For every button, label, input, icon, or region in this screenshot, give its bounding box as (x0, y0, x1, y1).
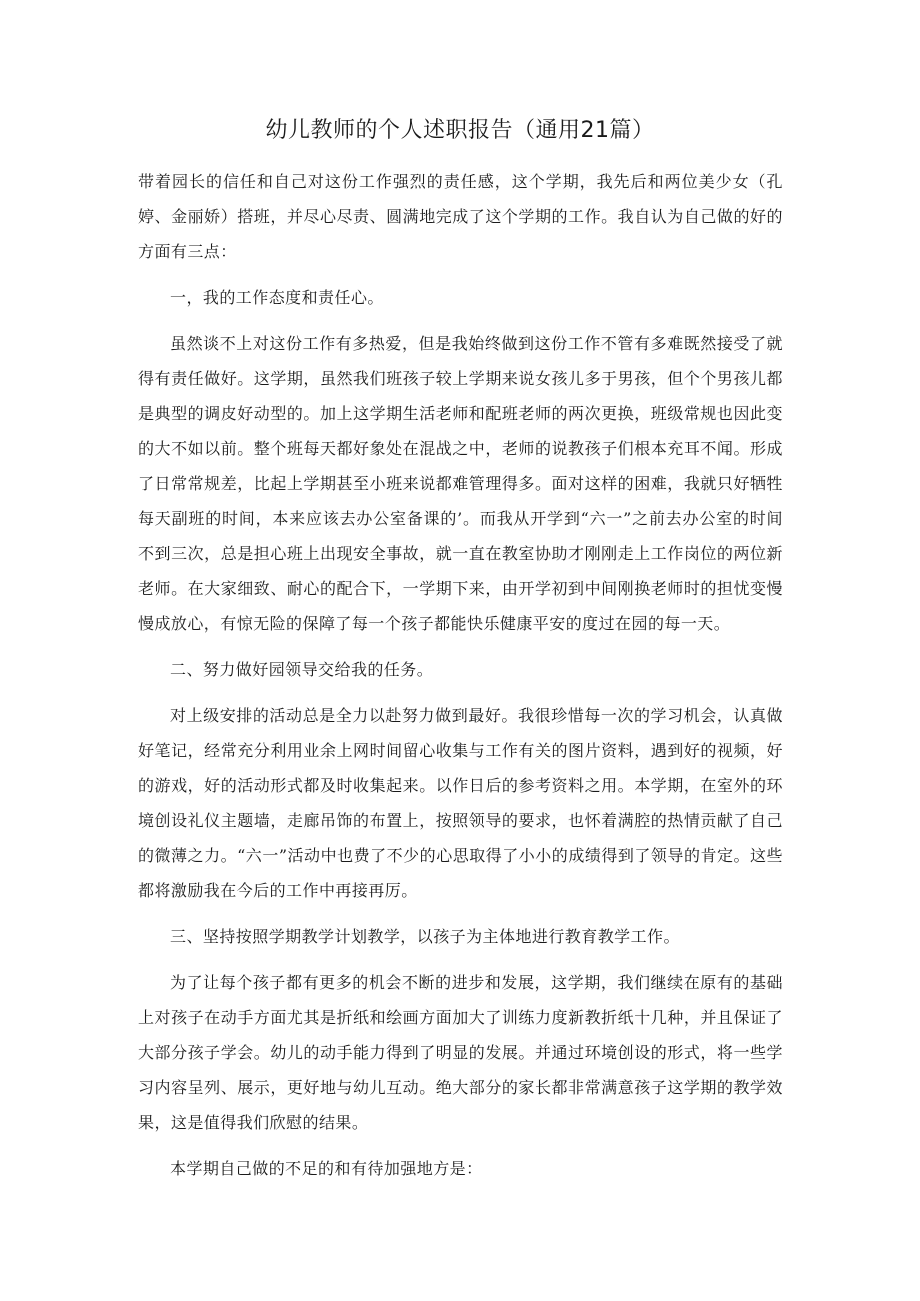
section-heading-2: 二、努力做好园领导交给我的任务。 (170, 660, 434, 679)
document-body (138, 164, 783, 1197)
document-title: 幼儿教师的个人述职报告（通用21篇） (265, 118, 655, 143)
intro-paragraph: 带着园长的信任和自己对这份工作强烈的责任感，这个学期，我先后和两位美少女（孔婷、金丽娇）搭班，并尽心尽责、圆满地完成了这个学期的工作。我自认为自己做的好的方面有三点： (138, 172, 783, 261)
section-heading-3: 三、坚持按照学期教学计划教学，以孩子为主体地进行教育教学工作。 (170, 927, 680, 946)
section-paragraph-2: 对上级安排的活动总是全力以赴努力做到最好。我很珍惜每一次的学习机会，认真做好笔记，经常充分利用业余上网时间留心收集与工作有关的图片资料，遇到好的视频，好的游戏，好的活动形式都及时收集起来。以作日后的参考资料之用。本学期，在室外的环境创设礼仪主题墙，走廊吊饰的布置上，按照领导的要求，也怀着满腔的热情贡献了自己的微薄之力。“六一”活动中也费了不少的心思取得了小小的成绩得到了领导的肯定。这些都将激励我在今后的工作中再接再厉。 (138, 706, 783, 900)
section-heading-1: 一，我的工作态度和责任心。 (170, 288, 384, 307)
shortcomings-heading: 本学期自己做的不足的和有待加强地方是： (170, 1159, 483, 1178)
section-paragraph-3: 为了让每个孩子都有更多的机会不断的进步和发展，这学期，我们继续在原有的基础上对孩子在动手方面尤其是折纸和绘画方面加大了训练力度新教折纸十几种，并且保证了大部分孩子学会。幼儿的动手能力得到了明显的发展。并通过环境创设的形式，将一些学习内容呈列、展示，更好地与幼儿互动。绝大部分的家长都非常满意孩子这学期的教学效果，这是值得我们欣慰的结果。 (138, 973, 783, 1132)
section-paragraph-1: 虽然谈不上对这份工作有多热爱，但是我始终做到这份工作不管有多难既然接受了就得有责任做好。这学期，虽然我们班孩子较上学期来说女孩儿多于男孩，但个个男孩儿都是典型的调皮好动型的。加上这学期生活老师和配班老师的两次更换，班级常规也因此变的大不如以前。整个班每天都好象处在混战之中，老师的说教孩子们根本充耳不闻。形成了日常常规差，比起上学期甚至小班来说都难管理得多。面对这样的困难，我就只好牺牲每天副班的时间，本来应该去办公室备课的’。而我从开学到“六一”之前去办公室的时间不到三次，总是担心班上出现安全事故，就一直在教室协助才刚刚走上工作岗位的两位新老师。在大家细致、耐心的配合下，一学期下来，由开学初到中间刚换老师时的担忧变慢慢成放心，有惊无险的保障了每一个孩子都能快乐健康平安的度过在园的每一天。 (138, 334, 783, 633)
